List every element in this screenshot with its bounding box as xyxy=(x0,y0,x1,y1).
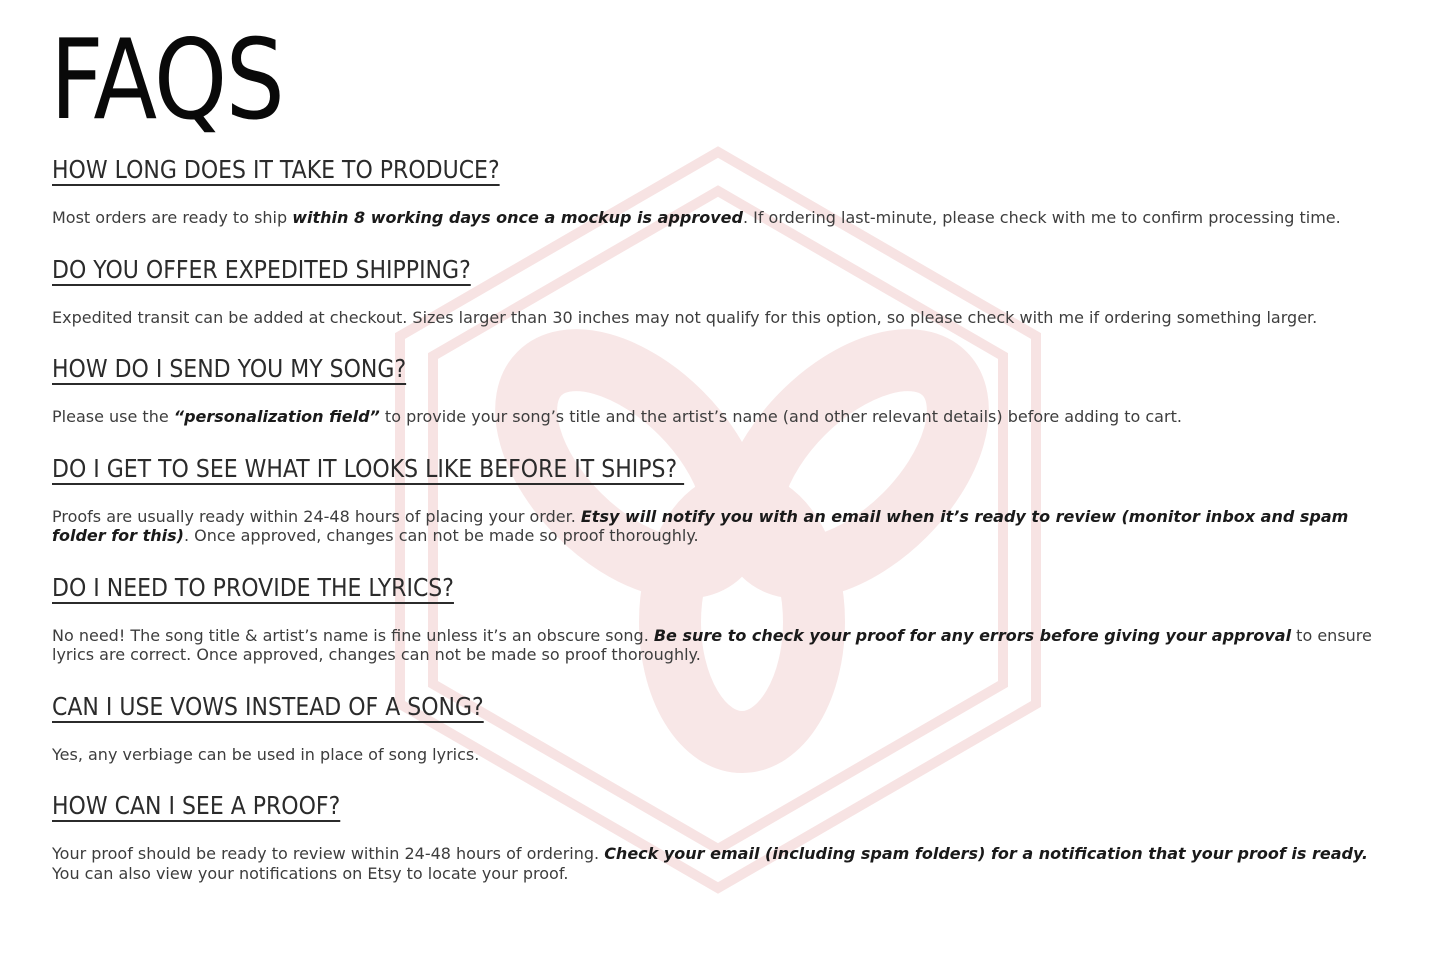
answer-emphasis-text: Check your email (including spam folders) for a notification that your proof is ready. xyxy=(604,844,1369,863)
faq-answer xyxy=(52,626,1400,665)
faq-question: DO YOU OFFER EXPEDITED SHIPPING? xyxy=(52,254,471,284)
faq-section xyxy=(52,573,1400,665)
faq-answer xyxy=(52,507,1400,546)
faq-section xyxy=(52,255,1400,328)
answer-text: to provide your song’s title and the artist’s name (and other relevant details) before adding to cart. xyxy=(379,407,1182,426)
faq-question: HOW LONG DOES IT TAKE TO PRODUCE? xyxy=(52,155,500,184)
answer-emphasis-text: Etsy will notify you with an email when it’s ready to review (monitor inbox and spam folder for this) xyxy=(52,506,1349,545)
faq-section xyxy=(52,791,1400,883)
answer-emphasis-text: Be sure to check your proof for any errors before giving your approval xyxy=(653,625,1292,645)
faq-section xyxy=(52,692,1400,765)
answer-text: No need! The song title & artist’s name is fine unless it’s an obscure song. xyxy=(52,625,654,645)
faq-answer xyxy=(52,745,1400,765)
answer-text: Most orders are ready to ship xyxy=(52,208,293,227)
faq-section xyxy=(52,155,1400,228)
answer-text: Proofs are usually ready within 24-48 hours of placing your order. xyxy=(52,506,581,526)
answer-text: . If ordering last-minute, please check with me to confirm processing time. xyxy=(742,208,1341,227)
answer-text: You can also view your notifications on Etsy to locate your proof. xyxy=(52,863,569,883)
answer-text: . Once approved, changes can not be made so proof thoroughly. xyxy=(183,526,699,545)
answer-text: Yes, any verbiage can be used in place of song lyrics. xyxy=(52,744,480,764)
faq-section xyxy=(52,354,1400,427)
faq-question: HOW CAN I SEE A PROOF? xyxy=(52,791,341,820)
faq-question: DO I GET TO SEE WHAT IT LOOKS LIKE BEFORE IT SHIPS? xyxy=(52,453,685,483)
answer-emphasis-text: “personalization field” xyxy=(173,407,380,426)
answer-emphasis-text: within 8 working days once a mockup is approved xyxy=(292,208,743,227)
answer-text: to ensure lyrics are correct. Once approved, changes can not be made so proof thoroughly. xyxy=(52,625,1372,664)
page-title: FAQS xyxy=(50,16,284,145)
answer-text: Please use the xyxy=(52,407,174,426)
faq-answer xyxy=(52,407,1400,427)
faq-question: DO I NEED TO PROVIDE THE LYRICS? xyxy=(52,572,454,602)
faq-question: HOW DO I SEND YOU MY SONG? xyxy=(52,354,407,383)
answer-text: Expedited transit can be added at checkout. Sizes larger than 30 inches may not qualify for this option, so please check with me if ordering something larger. xyxy=(52,307,1318,327)
faq-answer xyxy=(52,308,1400,328)
faq-question: CAN I USE VOWS INSTEAD OF A SONG? xyxy=(52,691,484,721)
faq-answer xyxy=(52,208,1400,228)
faq-answer xyxy=(52,844,1400,883)
faq-list xyxy=(52,155,1400,883)
answer-text: Your proof should be ready to review within 24-48 hours of ordering. xyxy=(52,844,605,863)
faq-section xyxy=(52,454,1400,546)
